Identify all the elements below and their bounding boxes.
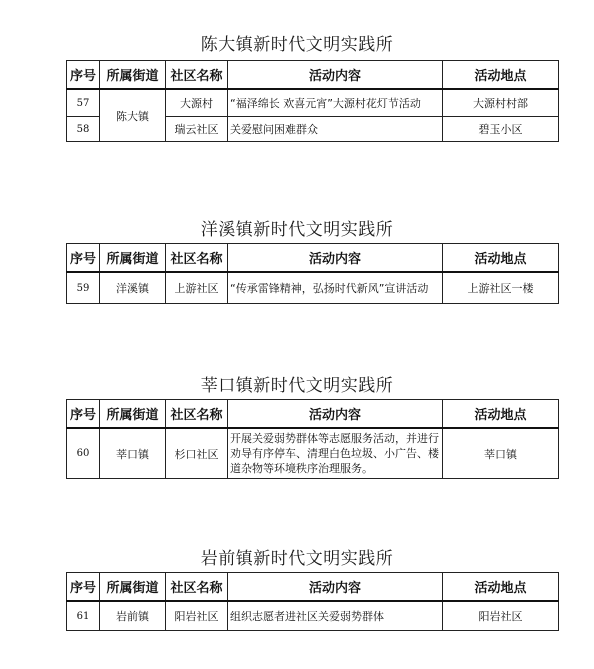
header-place: 活动地点 xyxy=(443,244,559,273)
row-place: 阳岩社区 xyxy=(443,601,559,631)
row-content: 开展关爱弱势群体等志愿服务活动，并进行劝导有序停车、清理白色垃圾、小广告、楼道杂物等环境秩序治理服务。 xyxy=(228,428,443,479)
activity-table xyxy=(66,60,559,142)
section-title: 洋溪镇新时代文明实践所 xyxy=(200,220,394,240)
header-community: 社区名称 xyxy=(166,573,228,602)
header-content: 活动内容 xyxy=(228,400,443,429)
activity-table xyxy=(66,572,559,631)
row-no: 57 xyxy=(67,89,100,117)
header-no: 序号 xyxy=(67,573,100,602)
row-no: 60 xyxy=(67,428,100,479)
table-row xyxy=(67,272,559,304)
row-place: 莘口镇 xyxy=(443,428,559,479)
header-no: 序号 xyxy=(67,400,100,429)
header-content: 活动内容 xyxy=(228,61,443,90)
header-street: 所属街道 xyxy=(100,400,166,429)
header-place: 活动地点 xyxy=(443,61,559,90)
section-title: 陈大镇新时代文明实践所 xyxy=(200,35,394,55)
table-row xyxy=(67,428,559,479)
table-header-row xyxy=(67,573,559,602)
activity-table xyxy=(66,243,559,304)
header-no: 序号 xyxy=(67,244,100,273)
table-header-row xyxy=(67,400,559,429)
row-place: 上游社区一楼 xyxy=(443,272,559,304)
row-content: “传承雷锋精神，弘扬时代新风”宣讲活动 xyxy=(228,272,443,304)
row-community: 杉口社区 xyxy=(166,428,228,479)
row-street: 洋溪镇 xyxy=(100,272,166,304)
header-place: 活动地点 xyxy=(443,573,559,602)
row-content: 关爱慰问困难群众 xyxy=(228,117,443,142)
row-place: 碧玉小区 xyxy=(443,117,559,142)
table-header-row xyxy=(67,244,559,273)
table-header-row xyxy=(67,61,559,90)
row-community: 瑞云社区 xyxy=(166,117,228,142)
header-community: 社区名称 xyxy=(166,61,228,90)
row-community: 阳岩社区 xyxy=(166,601,228,631)
header-street: 所属街道 xyxy=(100,61,166,90)
row-no: 58 xyxy=(67,117,100,142)
header-community: 社区名称 xyxy=(166,400,228,429)
header-no: 序号 xyxy=(67,61,100,90)
row-content: “福泽绵长 欢喜元宵”大源村花灯节活动 xyxy=(228,89,443,117)
row-place: 大源村村部 xyxy=(443,89,559,117)
row-no: 59 xyxy=(67,272,100,304)
row-street: 莘口镇 xyxy=(100,428,166,479)
section-title: 岩前镇新时代文明实践所 xyxy=(200,549,394,569)
header-content: 活动内容 xyxy=(228,244,443,273)
row-community: 上游社区 xyxy=(166,272,228,304)
row-street: 陈大镇 xyxy=(100,89,166,142)
header-content: 活动内容 xyxy=(228,573,443,602)
table-row xyxy=(67,89,559,117)
table-row xyxy=(67,601,559,631)
header-street: 所属街道 xyxy=(100,244,166,273)
header-street: 所属街道 xyxy=(100,573,166,602)
row-street: 岩前镇 xyxy=(100,601,166,631)
row-community: 大源村 xyxy=(166,89,228,117)
header-place: 活动地点 xyxy=(443,400,559,429)
header-community: 社区名称 xyxy=(166,244,228,273)
row-no: 61 xyxy=(67,601,100,631)
activity-table xyxy=(66,399,559,479)
section-title: 莘口镇新时代文明实践所 xyxy=(200,376,394,396)
row-content: 组织志愿者进社区关爱弱势群体 xyxy=(228,601,443,631)
